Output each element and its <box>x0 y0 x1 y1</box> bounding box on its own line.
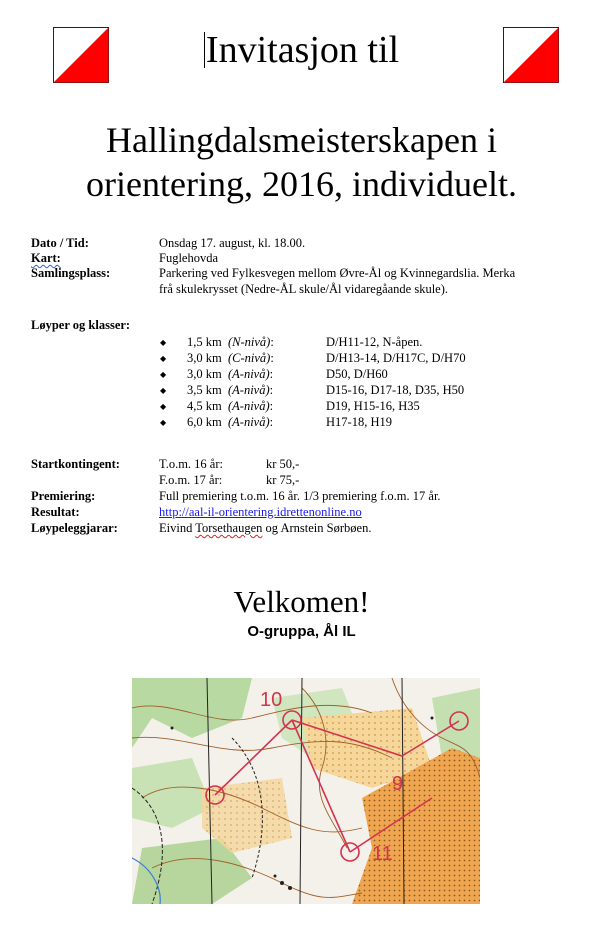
course-classes: D15-16, D17-18, D35, H50 <box>326 383 465 397</box>
meeting-place-label: Samlingsplass: <box>31 266 111 280</box>
fee-label: Startkontingent: <box>31 457 120 471</box>
meeting-place-line2: frå skulekrysset (Nedre-ÅL skule/Ål vidaregåande skule). <box>159 282 449 296</box>
orienteering-map <box>132 678 480 904</box>
course-item: 6,0 km (A-nivå): <box>187 415 274 429</box>
event-title <box>0 118 603 206</box>
course-item: 3,0 km (C-nivå): <box>187 351 274 365</box>
results-value <box>159 505 362 520</box>
invitation-heading: Invitasjon til <box>205 29 400 71</box>
results-label: Resultat: <box>31 505 80 519</box>
bullet-icon: ◆ <box>160 370 167 379</box>
bullet-icon: ◆ <box>160 354 167 363</box>
prizes-label: Premiering: <box>31 489 96 503</box>
course-classes: D19, H15-16, H35 <box>326 399 420 413</box>
bullet-icon: ◆ <box>160 338 167 347</box>
courses-label: Løyper og klasser: <box>31 318 131 332</box>
course-classes: D/H11-12, N-åpen. <box>326 335 423 349</box>
map-value: Fuglehovda <box>159 251 219 265</box>
course-item: 3,0 km (A-nivå): <box>187 367 274 381</box>
fee-condition-adult: F.o.m. 17 år: <box>159 473 223 487</box>
meeting-place-line1: Parkering ved Fylkesvegen mellom Øvre-Ål og Kvinnegardslia. Merka <box>159 266 516 280</box>
course-item: 4,5 km (A-nivå): <box>187 399 274 413</box>
welcome-heading: Velkomen! <box>233 584 370 619</box>
date-label: Dato / Tid: <box>31 236 89 250</box>
date-value: Onsdag 17. august, kl. 18.00. <box>159 236 306 250</box>
fee-price-adult: kr 75,- <box>266 473 300 487</box>
course-setters-label: Løypeleggjarar: <box>31 521 118 535</box>
control-number-9: 9 <box>392 773 404 795</box>
course-classes: D/H13-14, D/H17C, D/H70 <box>326 351 466 365</box>
fee-price-youth: kr 50,- <box>266 457 300 471</box>
text-cursor <box>204 32 205 68</box>
fee-condition-youth: T.o.m. 16 år: <box>159 457 223 471</box>
bullet-icon: ◆ <box>160 386 167 395</box>
course-setters-value: Eivind Torsethaugen og Arnstein Sørbøen. <box>159 521 372 535</box>
event-title-line2: orientering, 2016, individuelt. <box>86 164 517 204</box>
course-classes: H17-18, H19 <box>326 415 392 429</box>
prizes-value: Full premiering t.o.m. 16 år. 1/3 premiering f.o.m. 17 år. <box>159 489 441 503</box>
bullet-icon: ◆ <box>160 402 167 411</box>
event-title-line1: Hallingdalsmeisterskapen i <box>106 120 497 160</box>
map-label: Kart: <box>31 251 61 265</box>
control-number-10: 10 <box>260 689 283 711</box>
control-number-11: 11 <box>372 843 393 865</box>
course-item: 1,5 km (N-nivå): <box>187 335 274 349</box>
results-link[interactable]: http://aal-il-orientering.idrettenonline.no <box>159 505 362 519</box>
bullet-icon: ◆ <box>160 418 167 427</box>
club-signature: O-gruppa, Ål IL <box>247 623 356 640</box>
course-item: 3,5 km (A-nivå): <box>187 383 274 397</box>
course-classes: D50, D/H60 <box>326 367 388 381</box>
